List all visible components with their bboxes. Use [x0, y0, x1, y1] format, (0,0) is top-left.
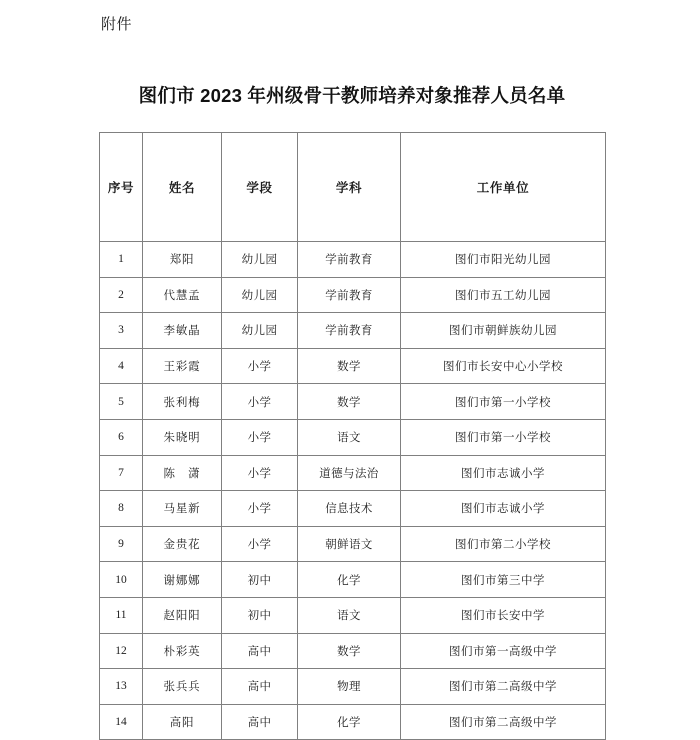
- cell-index: 11: [100, 597, 143, 633]
- cell-subject: 朝鲜语文: [298, 526, 401, 562]
- column-header-subject: 学科: [298, 133, 401, 242]
- cell-stage: 小学: [222, 348, 298, 384]
- table-row: [100, 526, 606, 562]
- cell-subject: 化学: [298, 562, 401, 598]
- table-row: [100, 242, 606, 278]
- column-header-unit: 工作单位: [401, 133, 606, 242]
- table-header-row: [100, 133, 606, 242]
- cell-subject: 物理: [298, 669, 401, 705]
- cell-subject: 数学: [298, 633, 401, 669]
- column-header-name: 姓名: [143, 133, 222, 242]
- cell-subject: 语文: [298, 419, 401, 455]
- cell-stage: 小学: [222, 384, 298, 420]
- cell-unit: 图们市第一高级中学: [401, 633, 606, 669]
- cell-unit: 图们市第二高级中学: [401, 669, 606, 705]
- table-row: [100, 419, 606, 455]
- page-title: 图们市 2023 年州级骨干教师培养对象推荐人员名单: [138, 85, 566, 107]
- cell-unit: 图们市长安中学: [401, 597, 606, 633]
- column-header-stage: 学段: [222, 133, 298, 242]
- attachment-label: 附件: [101, 16, 133, 33]
- cell-subject: 学前教育: [298, 313, 401, 349]
- cell-name: 高阳: [143, 704, 222, 740]
- cell-name: 张兵兵: [143, 669, 222, 705]
- cell-unit: 图们市朝鲜族幼儿园: [401, 313, 606, 349]
- cell-index: 5: [100, 384, 143, 420]
- cell-unit: 图们市长安中心小学校: [401, 348, 606, 384]
- cell-stage: 高中: [222, 704, 298, 740]
- cell-subject: 道德与法治: [298, 455, 401, 491]
- cell-name: 赵阳阳: [143, 597, 222, 633]
- cell-name: 朴彩英: [143, 633, 222, 669]
- cell-subject: 数学: [298, 348, 401, 384]
- cell-stage: 高中: [222, 633, 298, 669]
- cell-index: 6: [100, 419, 143, 455]
- cell-subject: 语文: [298, 597, 401, 633]
- table-row: [100, 313, 606, 349]
- cell-stage: 幼儿园: [222, 242, 298, 278]
- table-row: [100, 491, 606, 527]
- roster-table: [99, 132, 606, 740]
- cell-name: 朱晓明: [143, 419, 222, 455]
- cell-name: 马星新: [143, 491, 222, 527]
- cell-unit: 图们市第三中学: [401, 562, 606, 598]
- cell-name: 陈 潇: [143, 455, 222, 491]
- cell-name: 李敏晶: [143, 313, 222, 349]
- cell-stage: 小学: [222, 491, 298, 527]
- cell-unit: 图们市第二小学校: [401, 526, 606, 562]
- table-row: [100, 669, 606, 705]
- cell-subject: 数学: [298, 384, 401, 420]
- cell-stage: 小学: [222, 526, 298, 562]
- table-body: [100, 242, 606, 740]
- cell-name: 郑阳: [143, 242, 222, 278]
- cell-index: 3: [100, 313, 143, 349]
- cell-name: 金贵花: [143, 526, 222, 562]
- cell-subject: 信息技术: [298, 491, 401, 527]
- cell-subject: 化学: [298, 704, 401, 740]
- cell-name: 王彩霞: [143, 348, 222, 384]
- cell-stage: 小学: [222, 419, 298, 455]
- cell-index: 8: [100, 491, 143, 527]
- cell-index: 1: [100, 242, 143, 278]
- cell-unit: 图们市志诚小学: [401, 491, 606, 527]
- cell-unit: 图们市第一小学校: [401, 419, 606, 455]
- cell-index: 4: [100, 348, 143, 384]
- table-row: [100, 633, 606, 669]
- cell-stage: 小学: [222, 455, 298, 491]
- cell-index: 12: [100, 633, 143, 669]
- table-header: [100, 133, 606, 242]
- table-row: [100, 348, 606, 384]
- cell-unit: 图们市志诚小学: [401, 455, 606, 491]
- cell-subject: 学前教育: [298, 277, 401, 313]
- table-row: [100, 384, 606, 420]
- cell-stage: 初中: [222, 562, 298, 598]
- cell-unit: 图们市第一小学校: [401, 384, 606, 420]
- cell-unit: 图们市第二高级中学: [401, 704, 606, 740]
- table-row: [100, 597, 606, 633]
- cell-stage: 高中: [222, 669, 298, 705]
- table-row: [100, 277, 606, 313]
- cell-index: 7: [100, 455, 143, 491]
- cell-stage: 幼儿园: [222, 313, 298, 349]
- cell-name: 张利梅: [143, 384, 222, 420]
- table-row: [100, 455, 606, 491]
- table-row: [100, 562, 606, 598]
- cell-name: 代慧孟: [143, 277, 222, 313]
- cell-index: 2: [100, 277, 143, 313]
- cell-stage: 幼儿园: [222, 277, 298, 313]
- cell-name: 谢娜娜: [143, 562, 222, 598]
- cell-index: 14: [100, 704, 143, 740]
- cell-index: 9: [100, 526, 143, 562]
- cell-subject: 学前教育: [298, 242, 401, 278]
- cell-unit: 图们市阳光幼儿园: [401, 242, 606, 278]
- column-header-index: 序号: [100, 133, 143, 242]
- cell-index: 10: [100, 562, 143, 598]
- cell-unit: 图们市五工幼儿园: [401, 277, 606, 313]
- cell-index: 13: [100, 669, 143, 705]
- table-row: [100, 704, 606, 740]
- cell-stage: 初中: [222, 597, 298, 633]
